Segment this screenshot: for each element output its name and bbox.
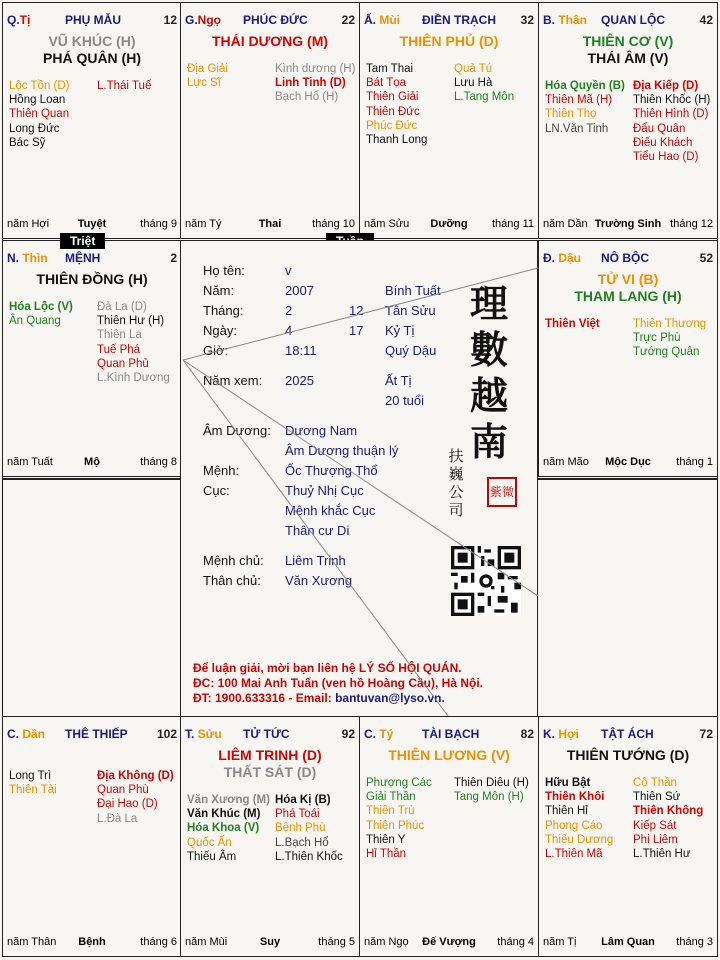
- palace-house-name: MỆNH: [65, 251, 101, 265]
- minor-star: L.Thiên Mã: [545, 847, 603, 860]
- main-star: THAM LANG (H): [574, 288, 682, 304]
- minor-star: L.Kình Dương: [97, 371, 170, 384]
- palace-number: 42: [699, 13, 713, 27]
- minor-star: Hóa Kị (B): [275, 794, 331, 806]
- palace-house-name: PHÚC ĐỨC: [243, 13, 308, 27]
- minor-star: Đại Hao (D): [97, 798, 158, 811]
- callig-sub-char: 司: [448, 501, 464, 519]
- label-nam: Năm:: [203, 283, 235, 298]
- palace-number: 12: [163, 13, 177, 27]
- minor-star: Thiên Diêu (H): [454, 777, 529, 789]
- minor-star: Phượng Các: [366, 777, 432, 789]
- palace-house-name: TÀI BẠCH: [422, 727, 480, 741]
- minor-star: Thiên Trù: [366, 805, 415, 818]
- footer-month: tháng 3: [676, 936, 713, 948]
- contact-line-1: Để luận giải, mời bạn liên hệ LÝ SỐ HỘI QUÁN.: [193, 661, 462, 675]
- minor-star: Lực Sĩ: [187, 77, 221, 90]
- minor-star: Tuế Phá: [97, 343, 141, 356]
- footer-year: năm Tuất: [7, 456, 53, 468]
- value-nam-xem: 2025: [285, 373, 314, 388]
- label-nam-xem: Năm xem:: [203, 373, 263, 388]
- minor-star: Kiếp Sát: [633, 819, 677, 832]
- minor-star: Địa Giải: [187, 63, 228, 75]
- main-star: THIÊN PHỦ (D): [399, 33, 499, 49]
- value-tuoi: 20 tuổi: [385, 393, 425, 408]
- contact-phone: ĐT: 1900.633316 - Email:: [193, 691, 336, 705]
- triet-tag: Triệt: [60, 233, 105, 249]
- footer-year: năm Tị: [543, 936, 577, 948]
- main-star: LIÊM TRINH (D): [218, 747, 322, 763]
- minor-star: Thiên Không: [633, 805, 704, 818]
- minor-star: Thiên Hư (H): [97, 315, 165, 328]
- minor-star: Thiên Việt: [545, 318, 600, 330]
- footer-month: tháng 12: [670, 218, 713, 230]
- callig-char: 越: [469, 373, 508, 418]
- minor-star: Thanh Long: [366, 133, 428, 146]
- palace-house-name: ĐIỀN TRẠCH: [422, 13, 496, 27]
- minor-star: Phúc Đức: [366, 119, 418, 132]
- value-am-duong-2: Âm Dương thuận lý: [285, 443, 399, 458]
- palace-house-name: THÊ THIẾP: [65, 727, 128, 741]
- value-thang-can-chi: Tân Sửu: [385, 303, 436, 318]
- footer-stage: Trường Sinh: [594, 218, 662, 230]
- footer-stage: Lâm Quan: [601, 936, 655, 948]
- main-star: VŨ KHÚC (H): [48, 33, 136, 49]
- callig-sub-char: 公: [448, 483, 464, 501]
- minor-star: Thiên Khôi: [545, 791, 605, 804]
- footer-stage: Tuyệt: [77, 218, 107, 230]
- value-gio-can-chi: Quý Dậu: [385, 343, 437, 358]
- minor-star: L.Thái Tuế: [97, 80, 152, 92]
- main-star: THIÊN ĐỒNG (H): [36, 271, 148, 287]
- main-star: THIÊN TƯỚNG (D): [566, 747, 690, 763]
- minor-star: Điếu Khách: [633, 136, 693, 149]
- minor-star: Hữu Bật: [545, 777, 591, 789]
- palace-number: 92: [341, 727, 355, 741]
- minor-star: Thiên Đức: [366, 105, 420, 118]
- minor-star: Thiên Khốc (H): [633, 94, 711, 107]
- minor-star: Thiên Y: [366, 833, 406, 846]
- value-ngay-can-chi: Kỷ Tị: [385, 323, 415, 338]
- minor-star: Hồng Loan: [9, 94, 66, 107]
- value-ho-ten: v: [285, 263, 292, 278]
- minor-star: Tang Môn (H): [454, 791, 524, 804]
- main-star: THÁI ÂM (V): [587, 50, 669, 66]
- palace-number: 82: [520, 727, 534, 741]
- minor-star: Thiên Sứ: [633, 791, 681, 804]
- minor-star: Thiếu Dương: [545, 833, 614, 846]
- minor-star: Thiên Mã (H): [545, 94, 613, 107]
- footer-stage: Thai: [258, 218, 282, 230]
- minor-star: Địa Không (D): [97, 770, 174, 782]
- minor-star: Ân Quang: [9, 315, 61, 328]
- footer-month: tháng 9: [140, 218, 177, 230]
- minor-star: Thiếu Âm: [187, 850, 237, 863]
- minor-star: Hóa Quyền (B): [545, 80, 625, 92]
- footer-month: tháng 11: [491, 218, 534, 230]
- minor-star: Văn Xương (M): [187, 794, 270, 806]
- palace-number: 102: [156, 727, 177, 741]
- value-cuc: Thuỷ Nhị Cục: [285, 483, 364, 498]
- minor-star: L.Tang Môn: [454, 91, 515, 104]
- footer-month: tháng 4: [497, 936, 534, 948]
- value-gio: 18:11: [285, 343, 317, 358]
- minor-star: Tướng Quân: [633, 346, 700, 359]
- footer-year: năm Hợi: [7, 218, 50, 230]
- minor-star: Phong Cáo: [545, 819, 603, 832]
- label-cuc: Cục:: [203, 483, 230, 498]
- minor-star: Bệnh Phù: [275, 822, 326, 835]
- palace-position: Ấ. Mùi: [364, 13, 400, 27]
- footer-year: năm Mão: [543, 456, 589, 468]
- footer-stage: Suy: [259, 936, 281, 948]
- value-thang-am: 12: [349, 303, 364, 318]
- minor-star: Tam Thai: [366, 63, 414, 75]
- footer-stage: Mộ: [84, 456, 100, 468]
- palace-number: 32: [520, 13, 534, 27]
- minor-star: Địa Kiếp (D): [633, 80, 699, 92]
- minor-star: Đà La (D): [97, 301, 147, 313]
- minor-star: Bác Sỹ: [9, 136, 46, 149]
- palace-position: C. Dần: [7, 727, 46, 741]
- minor-star: Hỉ Thần: [366, 847, 407, 860]
- main-star: THIÊN CƠ (V): [582, 33, 674, 49]
- main-star: TỬ VI (B): [597, 271, 659, 287]
- value-am-duong: Dương Nam: [285, 423, 358, 438]
- minor-star: Long Đức: [9, 122, 60, 135]
- palace-position: B. Thân: [543, 13, 587, 27]
- callig-sub-char: 巍: [448, 465, 464, 483]
- value-thang: 2: [285, 303, 293, 318]
- link-line: [183, 360, 538, 596]
- minor-star: Thiên La: [97, 329, 142, 342]
- minor-star: Hóa Lộc (V): [9, 301, 73, 313]
- minor-star: Thiên Giải: [366, 91, 419, 104]
- footer-month: tháng 5: [318, 936, 355, 948]
- footer-month: tháng 1: [676, 456, 713, 468]
- palace-house-name: TỬ TỨC: [243, 727, 290, 741]
- main-star: THẤT SÁT (D): [223, 764, 317, 780]
- minor-star: Giải Thần: [366, 791, 416, 804]
- footer-year: năm Tý: [185, 218, 222, 230]
- value-ngay-am: 17: [349, 323, 364, 338]
- label-ho-ten: Họ tên:: [203, 263, 245, 278]
- footer-year: năm Sửu: [364, 218, 410, 230]
- minor-star: Kình dương (H): [275, 63, 356, 75]
- minor-star: Thiên Thương: [633, 318, 707, 330]
- minor-star: L.Thiên Khốc: [275, 850, 343, 863]
- minor-star: Lưu Hà: [454, 77, 493, 90]
- value-nam: 2007: [285, 283, 314, 298]
- main-star: THIÊN LƯƠNG (V): [388, 747, 510, 763]
- value-cuc-2: Mệnh khắc Cục: [285, 503, 376, 518]
- palace-house-name: NÔ BỘC: [601, 251, 649, 265]
- footer-year: năm Mùi: [185, 936, 228, 948]
- minor-star: Thiên Hình (D): [633, 108, 709, 121]
- footer-stage: Bệnh: [78, 936, 106, 948]
- minor-star: Thiên Quan: [9, 108, 70, 121]
- minor-star: Long Trì: [9, 770, 52, 782]
- label-than-chu: Thân chủ:: [203, 573, 261, 588]
- palace-position: T. Sửu: [185, 727, 222, 741]
- palace-position: K. Hợi: [543, 727, 579, 741]
- value-menh-chu: Liêm Trinh: [285, 553, 346, 568]
- palace-number: 72: [699, 727, 713, 741]
- minor-star: Trực Phù: [633, 332, 681, 345]
- minor-star: L.Bạch Hổ: [275, 836, 329, 849]
- palace-position: Q.Tị: [7, 13, 31, 27]
- minor-star: Quan Phù: [97, 784, 149, 797]
- minor-star: Linh Tinh (D): [275, 77, 346, 90]
- callig-char: 理: [469, 281, 508, 326]
- minor-star: LN.Văn Tinh: [545, 122, 609, 135]
- footer-stage: Dưỡng: [430, 218, 468, 230]
- footer-year: năm Dần: [543, 218, 588, 230]
- footer-stage: Đế Vượng: [422, 936, 476, 948]
- minor-star: Bạch Hổ (H): [275, 91, 339, 104]
- value-nam-xem-can-chi: Ất Tị: [385, 373, 412, 388]
- palace-number: 52: [699, 251, 713, 265]
- label-ngay: Ngày:: [203, 323, 237, 338]
- palace-house-name: QUAN LỘC: [601, 13, 665, 27]
- minor-star: Đẩu Quân: [633, 122, 686, 135]
- minor-star: L.Đà La: [97, 812, 138, 825]
- value-ngay: 4: [285, 323, 293, 338]
- footer-year: năm Ngọ: [364, 936, 409, 948]
- link-line: [183, 268, 538, 360]
- label-menh-chu: Mệnh chủ:: [203, 553, 264, 568]
- minor-star: Phá Toái: [275, 808, 320, 821]
- callig-char: 南: [469, 419, 508, 464]
- value-cuc-3: Thân cư Di: [285, 523, 350, 538]
- footer-stage: Mộc Dục: [605, 456, 651, 468]
- main-star: THÁI DƯƠNG (M): [211, 33, 329, 49]
- value-menh: Ốc Thượng Thổ: [285, 463, 378, 478]
- palace-house-name: TẬT ÁCH: [601, 727, 654, 741]
- minor-star: Văn Khúc (M): [187, 808, 261, 821]
- contact-email-link[interactable]: bantuvan@lyso.vn.: [335, 691, 445, 705]
- minor-star: Cô Thần: [633, 777, 677, 789]
- value-nam-can-chi: Bính Tuất: [385, 283, 441, 298]
- palace-number: 2: [170, 251, 177, 265]
- minor-star: Thiên Phúc: [366, 819, 425, 832]
- label-gio: Giờ:: [203, 343, 229, 358]
- value-than-chu: Văn Xương: [285, 573, 353, 588]
- label-am-duong: Âm Dương:: [203, 423, 271, 438]
- minor-star: Thiên Hỉ: [545, 805, 588, 818]
- link-line: [183, 360, 448, 716]
- callig-char: 數: [469, 327, 508, 372]
- minor-star: Thiên Thọ: [545, 108, 597, 121]
- footer-month: tháng 10: [312, 218, 355, 230]
- minor-star: Tiểu Hao (D): [633, 150, 699, 163]
- label-menh: Mệnh:: [203, 463, 240, 478]
- main-star: PHÁ QUÂN (H): [43, 50, 141, 66]
- minor-star: Quả Tú: [454, 63, 493, 75]
- minor-star: Lộc Tồn (D): [9, 80, 70, 92]
- minor-star: Quan Phủ: [97, 357, 149, 370]
- minor-star: Thiên Tài: [9, 784, 57, 797]
- label-thang: Tháng:: [203, 303, 244, 318]
- palace-position: Đ. Dậu: [543, 251, 582, 265]
- callig-sub-char: 扶: [448, 447, 464, 465]
- palace-number: 22: [341, 13, 355, 27]
- footer-month: tháng 6: [140, 936, 177, 948]
- contact-line-2: ĐC: 100 Mai Anh Tuấn (ven hồ Hoàng Cầu), Hà Nội.: [193, 676, 484, 690]
- minor-star: Hóa Khoa (V): [187, 822, 260, 835]
- palace-position: G.Ngọ: [185, 13, 221, 27]
- footer-year: năm Thân: [7, 936, 57, 948]
- palace-position: C. Tý: [364, 727, 394, 741]
- minor-star: Phi Liêm: [633, 833, 678, 846]
- palace-house-name: PHỤ MẪU: [65, 13, 121, 27]
- footer-month: tháng 8: [140, 456, 177, 468]
- palace-position: N. Thìn: [7, 251, 48, 265]
- minor-star: Bát Tọa: [366, 77, 407, 90]
- minor-star: L.Thiên Hư: [633, 847, 691, 860]
- red-seal-stamp: 紫微: [487, 477, 517, 507]
- minor-star: Quốc Ấn: [187, 836, 232, 849]
